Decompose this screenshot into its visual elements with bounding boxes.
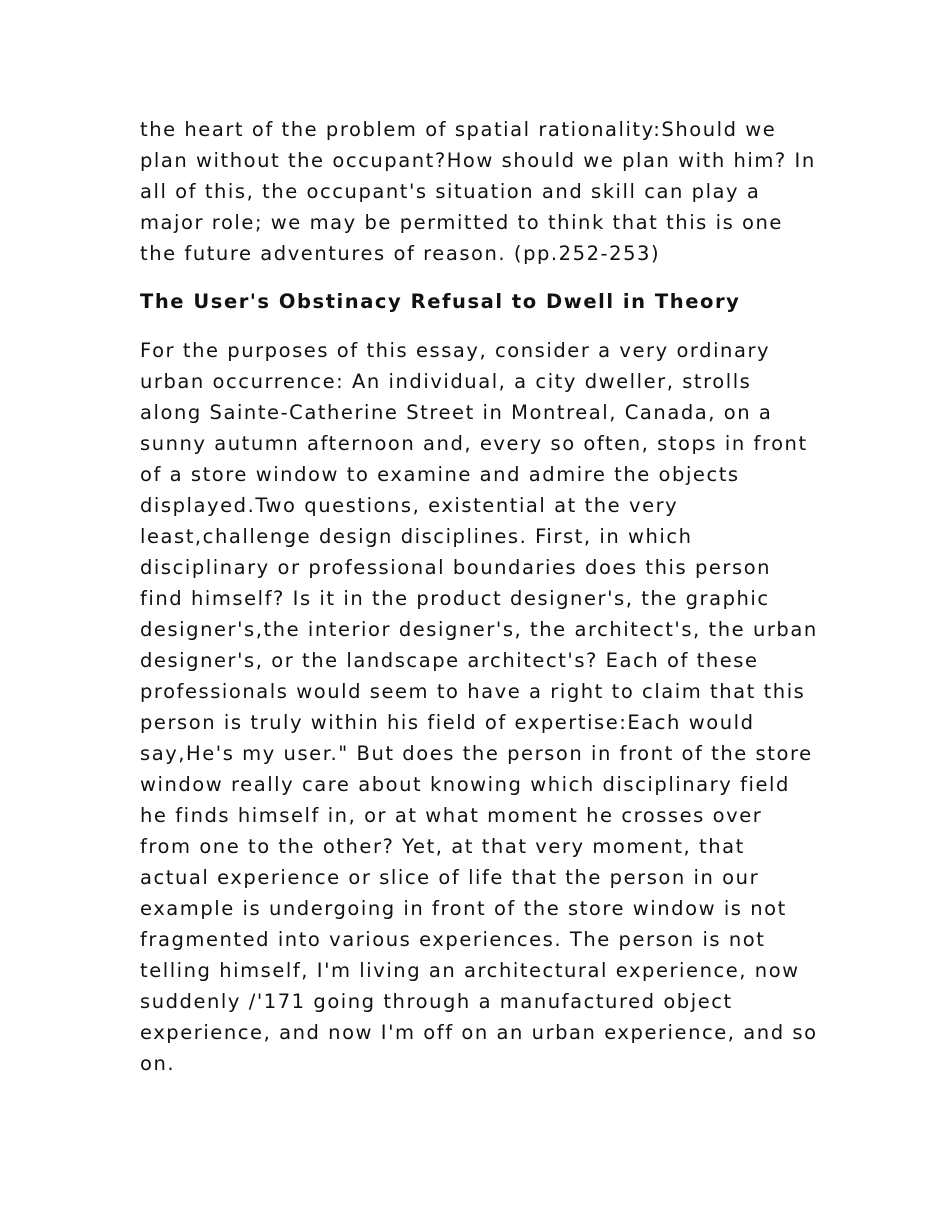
text-line: designer's,the interior designer's, the architect's, the urban (140, 618, 818, 641)
text-line: from one to the other? Yet, at that very moment, that (140, 835, 745, 858)
text-line: along Sainte-Catherine Street in Montreal, Canada, on a (140, 401, 773, 424)
text-line: fragmented into various experiences. The person is not (140, 928, 766, 951)
text-line: suddenly /'171 going through a manufactured object (140, 990, 733, 1013)
text-line: urban occurrence: An individual, a city dweller, strolls (140, 370, 752, 393)
text-line: sunny autumn afternoon and, every so often, stops in front (140, 432, 808, 455)
text-line: designer's, or the landscape architect's? Each of these (140, 649, 759, 672)
text-line: say,He's my user." But does the person in front of the store (140, 742, 813, 765)
document-page (140, 114, 820, 1079)
text-line: the future adventures of reason. (pp.252-253) (140, 242, 661, 265)
text-line: window really care about knowing which disciplinary field (140, 773, 790, 796)
text-line: displayed.Two questions, existential at the very (140, 494, 679, 517)
text-line: on. (140, 1052, 176, 1075)
text-line: disciplinary or professional boundaries does this person (140, 556, 772, 579)
text-line: professionals would seem to have a right to claim that this (140, 680, 806, 703)
text-line: he finds himself in, or at what moment he crosses over (140, 804, 763, 827)
text-line: find himself? Is it in the product designer's, the graphic (140, 587, 770, 610)
text-line: of a store window to examine and admire the objects (140, 463, 740, 486)
text-line: experience, and now I'm off on an urban experience, and so (140, 1021, 818, 1044)
text-line: plan without the occupant?How should we plan with him? In (140, 149, 816, 172)
text-line: major role; we may be permitted to think that this is one (140, 211, 783, 234)
text-line: For the purposes of this essay, consider a very ordinary (140, 339, 771, 362)
body-paragraph (140, 335, 820, 1079)
text-line: all of this, the occupant's situation and skill can play a (140, 180, 761, 203)
text-line: the heart of the problem of spatial rationality:Should we (140, 118, 777, 141)
text-line: actual experience or slice of life that the person in our (140, 866, 760, 889)
intro-paragraph (140, 114, 820, 269)
text-line: least,challenge design disciplines. First, in which (140, 525, 693, 548)
section-heading: The User's Obstinacy Refusal to Dwell in Theory (140, 290, 741, 313)
text-line: person is truly within his field of expertise:Each would (140, 711, 755, 734)
text-line: telling himself, I'm living an architectural experience, now (140, 959, 800, 982)
text-line: example is undergoing in front of the store window is not (140, 897, 787, 920)
